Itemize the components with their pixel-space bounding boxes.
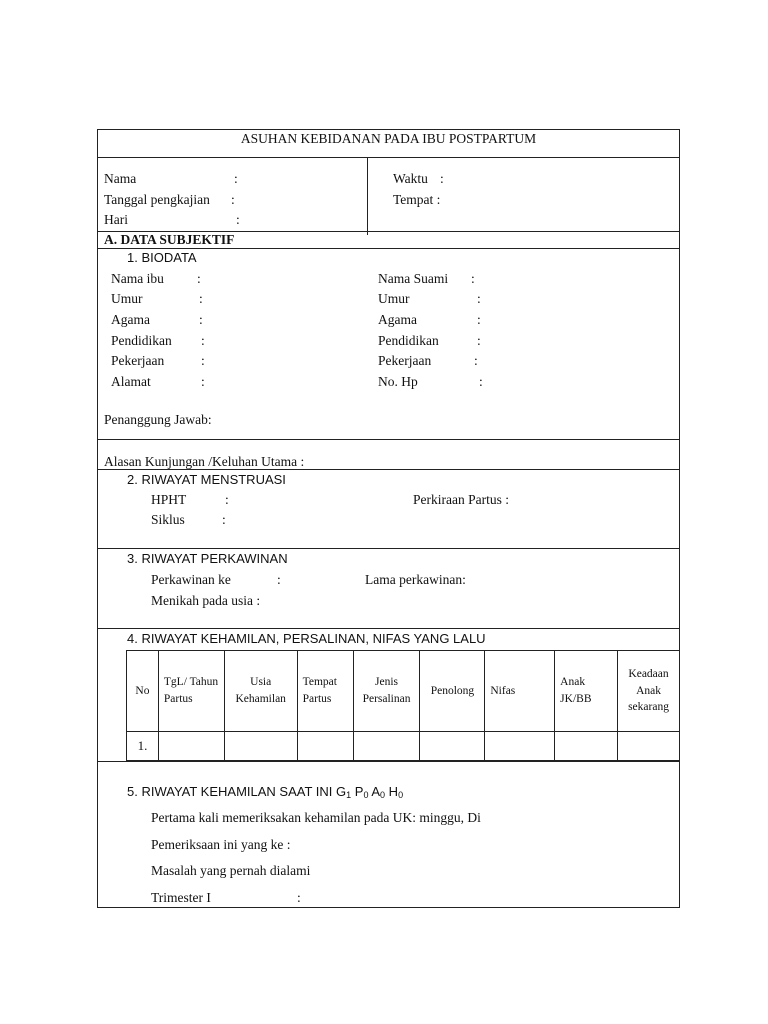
table-cell[interactable] [353, 732, 420, 761]
history-table [126, 650, 680, 761]
divider [97, 469, 680, 470]
divider [97, 157, 680, 158]
label-hari: Hari [104, 212, 128, 227]
column-header: Jenis Persalinan [353, 651, 420, 732]
p-value: 0 [363, 790, 369, 800]
colon: : [231, 192, 235, 207]
label-umur: Umur [111, 291, 143, 306]
label-alamat: Alamat [111, 374, 151, 389]
colon: : [201, 353, 205, 368]
a-value: 0 [380, 790, 386, 800]
colon: : [199, 312, 203, 327]
label-hpht: HPHT [151, 492, 187, 507]
column-header: TgL/ Tahun Partus [158, 651, 224, 732]
label-perkiraan-partus: Perkiraan Partus : [413, 492, 509, 507]
divider [97, 248, 680, 249]
label-trimester-1: Trimester I [151, 890, 211, 905]
colon: : [297, 890, 301, 905]
column-header: No [127, 651, 159, 732]
column-header: Penolong [420, 651, 485, 732]
colon: : [277, 572, 281, 587]
a-letter: A [371, 784, 381, 799]
divider [97, 761, 680, 762]
label-menikah-usia: Menikah pada usia : [151, 593, 261, 608]
colon: : [197, 271, 201, 286]
divider [97, 548, 680, 549]
column-header: Tempat Partus [297, 651, 353, 732]
colon: : [222, 512, 226, 527]
colon: : [474, 353, 478, 368]
label-tempat: Tempat : [393, 192, 441, 207]
label-pendidikan: Pendidikan [111, 333, 172, 348]
section-a-heading: A. DATA SUBJEKTIF [104, 232, 235, 247]
kehamilan-ini-heading [127, 785, 403, 800]
table-cell[interactable] [297, 732, 353, 761]
h-letter: H [388, 784, 399, 799]
table-cell[interactable] [485, 732, 555, 761]
label-nama-ibu: Nama ibu [111, 271, 164, 286]
label-nama: Nama [104, 171, 137, 186]
label-pertama-periksa: Pertama kali memeriksakan kehamilan pada UK: minggu, Di [151, 810, 481, 825]
label-pekerjaan-suami: Pekerjaan [378, 353, 432, 368]
table-cell: 1. [127, 732, 159, 761]
colon: : [471, 271, 475, 286]
label-penanggung-jawab: Penanggung Jawab: [104, 412, 212, 427]
label-masalah: Masalah yang pernah dialami [151, 863, 311, 878]
colon: : [236, 212, 240, 227]
colon: : [199, 291, 203, 306]
label-agama-suami: Agama [378, 312, 417, 327]
column-header: Usia Kehamilan [224, 651, 297, 732]
label-lama-perkawinan: Lama perkawinan: [365, 572, 466, 587]
label-umur-suami: Umur [378, 291, 410, 306]
label-no-hp: No. Hp [378, 374, 418, 389]
colon: : [440, 171, 444, 186]
colon: : [477, 291, 481, 306]
p-letter: P [354, 784, 364, 799]
table-cell[interactable] [158, 732, 224, 761]
label-pendidikan-suami: Pendidikan [378, 333, 439, 348]
colon: : [234, 171, 238, 186]
colon: : [479, 374, 483, 389]
table-cell[interactable] [618, 732, 680, 761]
label-pekerjaan: Pekerjaan [111, 353, 165, 368]
colon: : [201, 333, 205, 348]
colon: : [477, 312, 481, 327]
menstruasi-heading: 2. RIWAYAT MENSTRUASI [127, 472, 286, 487]
label-waktu: Waktu [393, 171, 428, 186]
column-header: Nifas [485, 651, 555, 732]
label-agama: Agama [111, 312, 150, 327]
label-nama-suami: Nama Suami [378, 271, 449, 286]
divider [97, 628, 680, 629]
g-value: 1 [346, 790, 352, 800]
perkawinan-heading: 3. RIWAYAT PERKAWINAN [127, 551, 288, 566]
table-cell[interactable] [555, 732, 618, 761]
label-alasan-kunjungan: Alasan Kunjungan /Keluhan Utama : [104, 454, 305, 469]
biodata-heading: 1. BIODATA [127, 250, 197, 265]
label-perkawinan-ke: Perkawinan ke [151, 572, 231, 587]
kehamilan-lalu-heading: 4. RIWAYAT KEHAMILAN, PERSALINAN, NIFAS YANG LALU [127, 631, 486, 646]
column-header: Keadaan Anak sekarang [618, 651, 680, 732]
table-cell[interactable] [420, 732, 485, 761]
heading-text: 5. RIWAYAT KEHAMILAN SAAT INI G [127, 784, 347, 799]
label-pemeriksaan-ke: Pemeriksaan ini yang ke : [151, 837, 291, 852]
label-tanggal-pengkajian: Tanggal pengkajian [104, 192, 210, 207]
label-siklus: Siklus [151, 512, 185, 527]
divider [97, 439, 680, 440]
table-cell[interactable] [224, 732, 297, 761]
form-title: ASUHAN KEBIDANAN PADA IBU POSTPARTUM [240, 131, 537, 146]
divider [367, 157, 368, 235]
colon: : [201, 374, 205, 389]
column-header: Anak JK/BB [555, 651, 618, 732]
colon: : [477, 333, 481, 348]
h-value: 0 [398, 790, 404, 800]
colon: : [225, 492, 229, 507]
